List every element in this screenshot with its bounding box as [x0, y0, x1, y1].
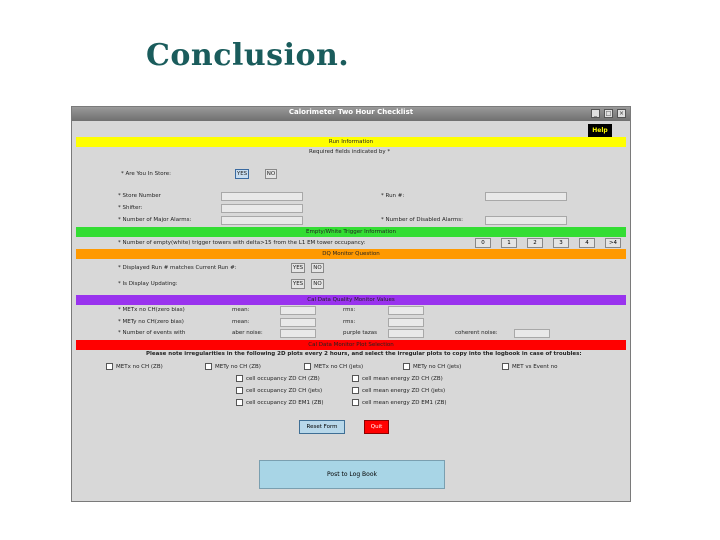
- plot-checkbox-label: cell occupancy ZD CH (jets): [246, 388, 323, 394]
- run-number-label: * Run #:: [381, 193, 405, 199]
- store-question-label: * Are You In Store:: [121, 171, 172, 177]
- help-button[interactable]: Help: [588, 124, 612, 137]
- disabled-alarms-label: * Number of Disabled Alarms:: [381, 217, 463, 223]
- maximize-icon[interactable]: □: [605, 110, 612, 117]
- slide-title: Conclusion.: [146, 38, 350, 73]
- checkbox-icon[interactable]: [236, 375, 243, 382]
- plot-checkbox[interactable]: [106, 363, 163, 370]
- metx-label: * METx no CH(zero bias): [118, 307, 185, 313]
- plot-checkbox-label: cell mean energy ZD CH (jets): [362, 388, 446, 394]
- reset-form-button[interactable]: Reset Form: [299, 420, 345, 434]
- window-titlebar[interactable]: [72, 107, 630, 121]
- dq-updating-yes[interactable]: YES: [292, 281, 304, 287]
- metx-mean-label: mean:: [232, 307, 250, 313]
- plot-checkbox-label: METx no CH (jets): [314, 364, 364, 370]
- empty-trigger-option-gt4[interactable]: >4: [605, 238, 621, 248]
- checkbox-icon[interactable]: [403, 363, 410, 370]
- plot-checkbox-label: cell mean energy ZD CH (ZB): [362, 376, 443, 382]
- dq-updating-label: * Is Display Updating:: [118, 281, 178, 287]
- metx-rms-label: rms:: [343, 307, 356, 313]
- run-info-header: Run Information: [76, 137, 626, 147]
- plot-checkbox-label: MET vs Event no: [512, 364, 558, 370]
- plot-checkbox[interactable]: [352, 387, 445, 394]
- checkbox-icon[interactable]: [352, 399, 359, 406]
- plot-checkbox-label: METx no CH (ZB): [116, 364, 163, 370]
- purple-tazas-label: purple tazas: [343, 330, 378, 336]
- coherent-noise-label: coherent noise:: [455, 330, 498, 336]
- plot-checkbox[interactable]: [304, 363, 363, 370]
- mety-label: * METy no CH(zero bias): [118, 319, 184, 325]
- major-alarms-label: * Number of Major Alarms:: [118, 217, 192, 223]
- close-icon[interactable]: ×: [618, 110, 625, 117]
- events-label: * Number of events with: [118, 330, 186, 336]
- empty-trigger-option-4[interactable]: 4: [579, 238, 595, 248]
- store-no-button[interactable]: NO: [266, 171, 276, 177]
- mety-rms-field[interactable]: [388, 318, 424, 327]
- checkbox-icon[interactable]: [236, 387, 243, 394]
- dq-run-match-no[interactable]: NO: [311, 263, 324, 273]
- store-number-field[interactable]: [221, 192, 303, 201]
- dq-run-match-yes[interactable]: YES: [292, 265, 304, 271]
- store-number-label: * Store Number: [118, 193, 161, 199]
- plot-selection-header: Cal Data Monitor Plot Selection: [76, 340, 626, 350]
- required-note: Required fields indicated by *: [309, 149, 391, 155]
- window-title: Calorimeter Two Hour Checklist: [288, 108, 414, 116]
- checkbox-icon[interactable]: [106, 363, 113, 370]
- major-alarms-field[interactable]: [221, 216, 303, 225]
- plot-checkbox[interactable]: [205, 363, 261, 370]
- metx-rms-field[interactable]: [388, 306, 424, 315]
- empty-trigger-question: * Number of empty(white) trigger towers with delta>15 from the L1 EM tower occupancy:: [118, 240, 366, 246]
- checkbox-icon[interactable]: [352, 375, 359, 382]
- shifter-field[interactable]: [221, 204, 303, 213]
- checkbox-icon[interactable]: [352, 387, 359, 394]
- store-yes-button[interactable]: YES: [236, 171, 248, 177]
- empty-trigger-option-3[interactable]: 3: [553, 238, 569, 248]
- plot-checkbox[interactable]: [352, 399, 447, 406]
- plot-checkbox-label: cell mean energy ZD EM1 (ZB): [362, 400, 447, 406]
- noise-field[interactable]: [280, 329, 316, 338]
- dq-updating-no[interactable]: NO: [311, 279, 324, 289]
- mety-mean-field[interactable]: [280, 318, 316, 327]
- empty-trigger-option-1[interactable]: 1: [501, 238, 517, 248]
- noise-label: aber noise:: [232, 330, 263, 336]
- plot-checkbox-label: METy no CH (jets): [413, 364, 462, 370]
- empty-trigger-header: Empty/White Trigger Information: [76, 227, 626, 237]
- plot-checkbox-label: cell occupancy ZD CH (ZB): [246, 376, 320, 382]
- mety-mean-label: mean:: [232, 319, 250, 325]
- coherent-noise-field[interactable]: [514, 329, 550, 338]
- checkbox-icon[interactable]: [304, 363, 311, 370]
- checkbox-icon[interactable]: [205, 363, 212, 370]
- checkbox-icon[interactable]: [236, 399, 243, 406]
- plot-checkbox[interactable]: [352, 375, 443, 382]
- plot-checkbox[interactable]: [502, 363, 558, 370]
- plot-checkbox[interactable]: [403, 363, 461, 370]
- checkbox-icon[interactable]: [502, 363, 509, 370]
- plot-selection-note: Please note irregularities in the following 2D plots every 2 hours, and select the irregular plots to copy into the logbook in case of troubles:: [146, 351, 582, 357]
- shifter-label: * Shifter:: [118, 205, 143, 211]
- empty-trigger-option-2[interactable]: 2: [527, 238, 543, 248]
- plot-checkbox-label: METy no CH (ZB): [215, 364, 261, 370]
- plot-checkbox-label: cell occupancy ZD EM1 (ZB): [246, 400, 324, 406]
- plot-checkbox[interactable]: [236, 399, 324, 406]
- checklist-window: [71, 106, 631, 502]
- metx-mean-field[interactable]: [280, 306, 316, 315]
- dq-run-match-label: * Displayed Run # matches Current Run #:: [118, 265, 237, 271]
- disabled-alarms-field[interactable]: [485, 216, 567, 225]
- post-to-logbook-button[interactable]: Post to Log Book: [259, 460, 445, 489]
- purple-tazas-field[interactable]: [388, 329, 424, 338]
- plot-checkbox[interactable]: [236, 387, 322, 394]
- minimize-icon[interactable]: _: [591, 109, 600, 118]
- run-number-field[interactable]: [485, 192, 567, 201]
- quit-button[interactable]: Quit: [364, 420, 389, 434]
- qa-monitor-header: Cal Data Quality Monitor Values: [76, 295, 626, 305]
- dq-monitor-header: DQ Monitor Question: [76, 249, 626, 259]
- empty-trigger-option-0[interactable]: 0: [475, 238, 491, 248]
- plot-checkbox[interactable]: [236, 375, 320, 382]
- mety-rms-label: rms:: [343, 319, 356, 325]
